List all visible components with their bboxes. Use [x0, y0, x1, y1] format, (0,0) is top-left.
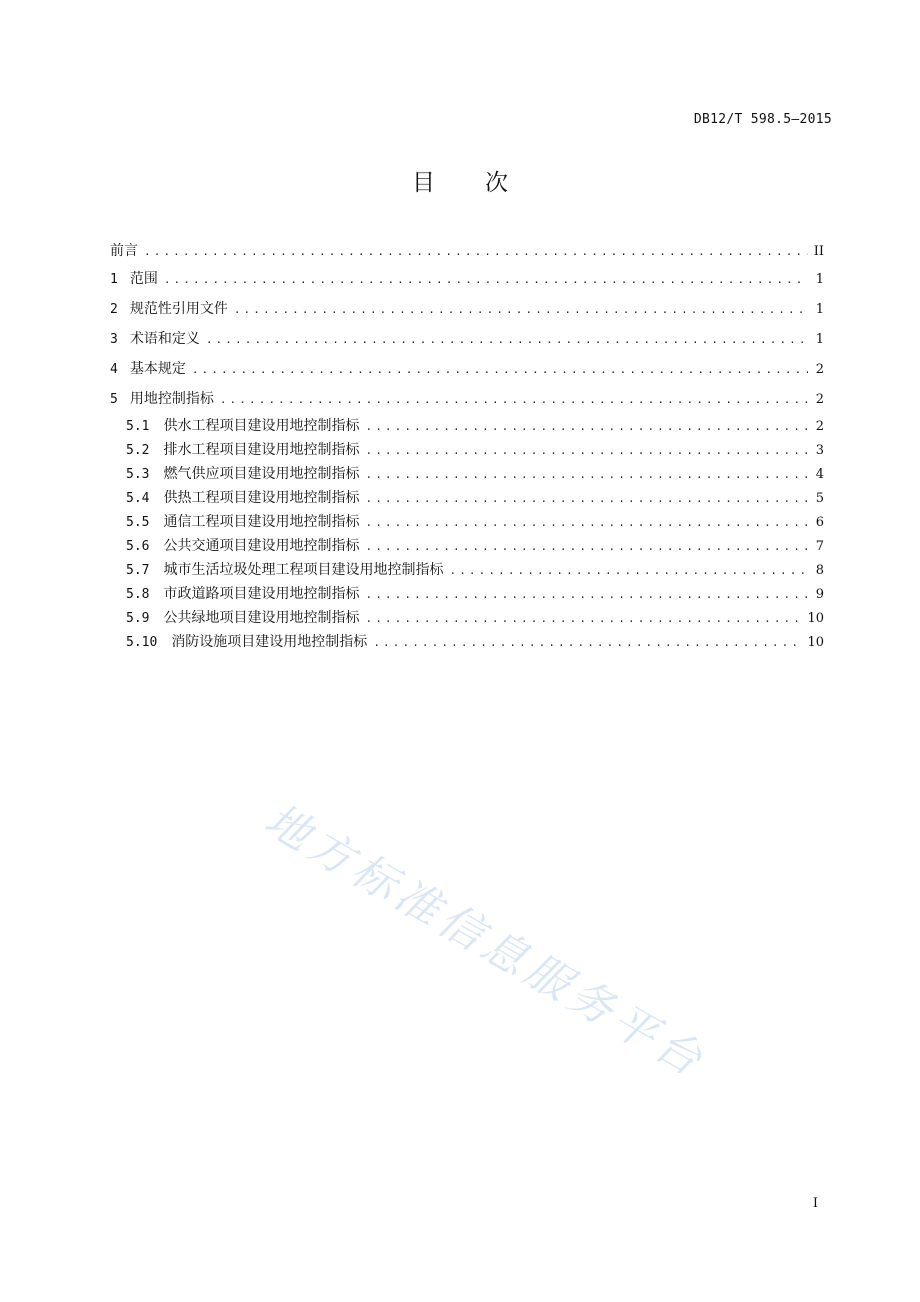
toc-page: 4 [815, 467, 824, 482]
toc-leader [365, 487, 808, 511]
toc-number: 5.6 [126, 539, 150, 554]
toc-label: 术语和定义 [129, 331, 200, 347]
toc-number: 5.5 [126, 515, 150, 530]
toc-label: 基本规定 [129, 361, 186, 377]
toc-leader [365, 463, 808, 487]
toc-label: 范围 [129, 271, 158, 287]
toc-number: 5.1 [126, 419, 150, 434]
toc-page: 10 [807, 635, 824, 650]
toc-entry-5-8[interactable] [110, 582, 824, 606]
toc-page: 7 [815, 539, 824, 554]
toc-entry-3[interactable] [110, 324, 824, 354]
toc-leader [164, 265, 808, 295]
toc-number: 5 [110, 392, 118, 407]
toc-leader [449, 559, 808, 583]
toc-entry-2[interactable] [110, 294, 824, 324]
toc-label: 供水工程项目建设用地控制指标 [163, 418, 360, 434]
page-number: I [812, 1196, 818, 1211]
toc-label: 市政道路项目建设用地控制指标 [163, 586, 360, 602]
toc-page: 3 [815, 443, 824, 458]
toc-page: II [813, 244, 824, 259]
toc-label: 前言 [110, 243, 138, 259]
toc-number: 1 [110, 272, 118, 287]
toc-label: 通信工程项目建设用地控制指标 [163, 514, 360, 530]
table-of-contents [110, 238, 824, 654]
title-char-1: 目 [412, 170, 435, 196]
watermark: 地方标准信息服务平台 [256, 794, 715, 1089]
toc-label: 消防设施项目建设用地控制指标 [171, 634, 368, 650]
toc-leader [192, 355, 808, 385]
toc-number: 5.8 [126, 587, 150, 602]
title-char-2: 次 [485, 170, 508, 196]
toc-page: 1 [815, 272, 824, 287]
toc-entry-5[interactable] [110, 384, 824, 414]
toc-leader [206, 325, 808, 355]
toc-entry-foreword[interactable] [110, 238, 824, 264]
toc-leader [144, 239, 808, 265]
toc-number: 5.3 [126, 467, 150, 482]
toc-label: 用地控制指标 [129, 391, 214, 407]
toc-page: 1 [815, 302, 824, 317]
toc-page: 2 [815, 392, 824, 407]
toc-leader [365, 535, 808, 559]
toc-page: 9 [815, 587, 824, 602]
toc-label: 供热工程项目建设用地控制指标 [163, 490, 360, 506]
toc-leader [365, 511, 808, 535]
toc-number: 5.9 [126, 611, 150, 626]
toc-number: 5.2 [126, 443, 150, 458]
toc-page: 6 [815, 515, 824, 530]
toc-entry-5-9[interactable] [110, 606, 824, 630]
toc-entry-5-6[interactable] [110, 534, 824, 558]
toc-leader [373, 631, 801, 655]
toc-page: 10 [807, 611, 824, 626]
toc-entry-4[interactable] [110, 354, 824, 384]
toc-entry-1[interactable] [110, 264, 824, 294]
page-title [0, 164, 920, 197]
toc-page: 2 [815, 362, 824, 377]
toc-entry-5-5[interactable] [110, 510, 824, 534]
toc-page: 2 [815, 419, 824, 434]
toc-leader [220, 385, 808, 415]
toc-leader [234, 295, 808, 325]
toc-number: 5.4 [126, 491, 150, 506]
toc-leader [365, 583, 808, 607]
toc-label: 燃气供应项目建设用地控制指标 [163, 466, 360, 482]
toc-leader [365, 607, 801, 631]
toc-entry-5-1[interactable] [110, 414, 824, 438]
toc-label: 公共绿地项目建设用地控制指标 [163, 610, 360, 626]
toc-label: 公共交通项目建设用地控制指标 [163, 538, 360, 554]
toc-label: 规范性引用文件 [129, 301, 228, 317]
toc-page: 5 [815, 491, 824, 506]
toc-entry-5-3[interactable] [110, 462, 824, 486]
toc-number: 4 [110, 362, 118, 377]
toc-label: 排水工程项目建设用地控制指标 [163, 442, 360, 458]
toc-leader [365, 415, 808, 439]
toc-entry-5-7[interactable] [110, 558, 824, 582]
toc-page: 1 [815, 332, 824, 347]
toc-page: 8 [815, 563, 824, 578]
toc-entry-5-2[interactable] [110, 438, 824, 462]
toc-number: 5.10 [126, 635, 158, 650]
toc-label: 城市生活垃圾处理工程项目建设用地控制指标 [163, 562, 444, 578]
toc-number: 5.7 [126, 563, 150, 578]
toc-leader [365, 439, 808, 463]
toc-entry-5-10[interactable] [110, 630, 824, 654]
toc-number: 3 [110, 332, 118, 347]
standard-code: DB12/T 598.5—2015 [693, 112, 832, 127]
toc-number: 2 [110, 302, 118, 317]
toc-entry-5-4[interactable] [110, 486, 824, 510]
